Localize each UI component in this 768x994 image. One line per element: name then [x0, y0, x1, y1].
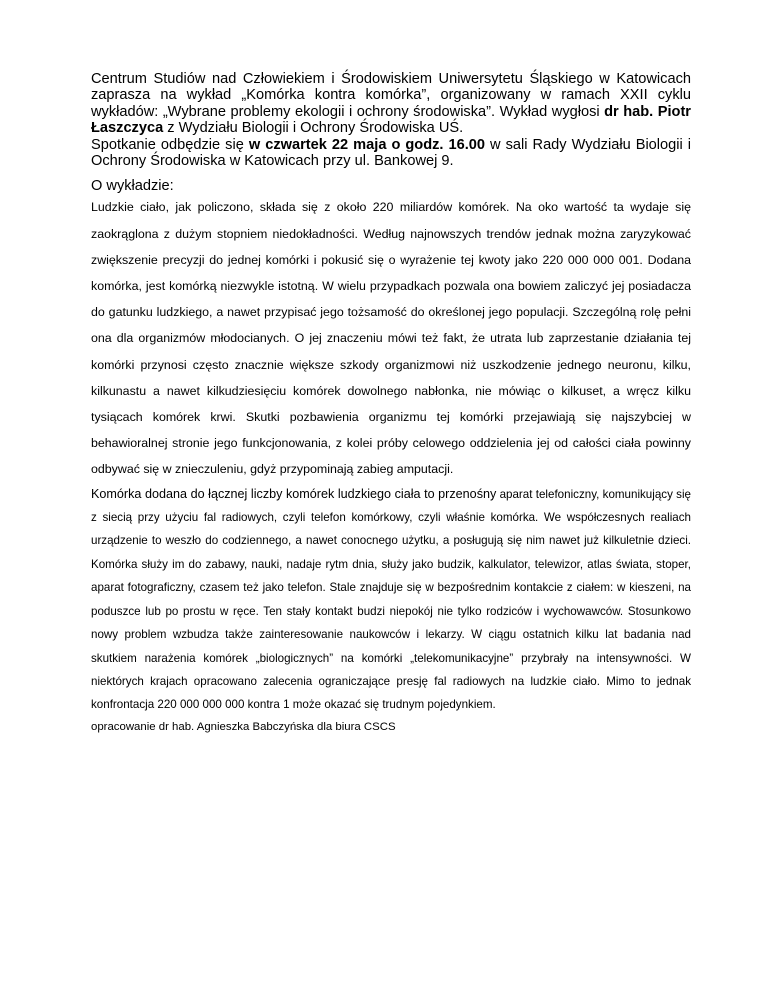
intro-paragraph: [91, 71, 691, 169]
speaker-name: dr hab. Piotr Łaszczyca: [91, 103, 691, 137]
intro-affiliation: z Wydziału Biologii i Ochrony Środowiska UŚ.: [163, 120, 464, 137]
lecture-description-paragraph-1: Ludzkie ciało, jak policzono, składa się z około 220 miliardów komórek. Na oko wartość ta wydaje się zaokrąglona z dużym stopniem niedokładności. Według najnowszych trendów jednak można zaryzykować zwiększenie precyzji do jednej komórki i pokusić się o wyrażenie tej kwoty jako 220 000 000 001. Dodana komórka, jest komórką niezwykle istotną. W wielu przypadkach pozwala ona bowiem zaliczyć jej posiadacza do gatunku ludzkiego, a nawet przypisać jego tożsamość do określonej jego populacji. Szczególną rolę pełni ona dla organizmów młodocianych. O jej znaczeniu mówi też fakt, że utrata lub zaprzestanie działania tej komórki przynosi często znacznie większe szkody organizmowi niż uszkodzenie jednego neuronu, kilku, kilkunastu a nawet kilkudziesięciu komórek dowolnego nabłonka, nie mówiąc o kilkuset, a wręcz kilku tysiącach komórek krwi. Skutki pozbawienia organizmu tej komórki przejawiają się najszybciej w behawioralnej stronie jego funkcjonowania, z kolei próby celowego oddzielenia jej od całości ciała powinny odbywać się w znieczuleniu, gdyż przypominają zabieg amputacji.: [91, 200, 691, 477]
document-page: [91, 71, 691, 737]
lecture-description-paragraph-2: [91, 483, 691, 717]
about-heading: O wykładzie:: [91, 178, 174, 195]
paragraph-2-lead: Komórka dodana do łącznej liczby komórek ludzkiego ciała to przenośny: [91, 486, 497, 501]
meeting-place: w sali Rady Wydziału Biologii i Ochrony Środowiska w Katowicach przy ul. Bankowej 9.: [91, 136, 692, 170]
meeting-prefix: Spotkanie odbędzie się: [91, 136, 249, 153]
author-credit: opracowanie dr hab. Agnieszka Babczyńska dla biura CSCS: [91, 720, 396, 733]
paragraph-2-text: aparat telefoniczny, komunikujący się z siecią przy użyciu fal radiowych, czyli telefon komórkowy, czyli właśnie komórka. We współczesnych realiach urządzenie to weszło do codziennego, a nawet conocnego użytku, a posługują się nim nawet już kilkuletnie dzieci. Komórka służy im do zabawy, nauki, nadaje rytm dnia, służy jako budzik, kalkulator, telewizor, atlas świata, stoper, aparat fotograficzny, czasem też jako telefon. Stale znajduje się w bezpośrednim kontakcie z ciałem: w kieszeni, na poduszce lub po prostu w ręce. Ten stały kontakt budzi niepokój nie tylko rodziców i wychowawców. Stosunkowo nowy problem wzbudza także zainteresowanie naukowców i lekarzy. W ciągu ostatnich kilku lat badania nad skutkiem narażenia komórek „biologicznych” na komórki „telekomunikacyjne” przybrały na intensywności. W niektórych krajach opracowano zalecenia ograniczające presję fal radiowych na ludzkie ciało. Mimo to jednak konfrontacja 220 000 000 000 kontra 1 może okazać się trudnym pojedynkiem.: [91, 487, 691, 712]
meeting-date: w czwartek 22 maja o godz. 16.00: [248, 136, 486, 153]
intro-text: Centrum Studiów nad Człowiekiem i Środowiskiem Uniwersytetu Śląskiego w Katowicach zaprasza na wykład „Komórka kontra komórka”, organizowany w ramach XXII cyklu wykładów: „Wybrane problemy ekologii i ochrony środowiska”. Wykład wygłosi: [91, 71, 691, 120]
